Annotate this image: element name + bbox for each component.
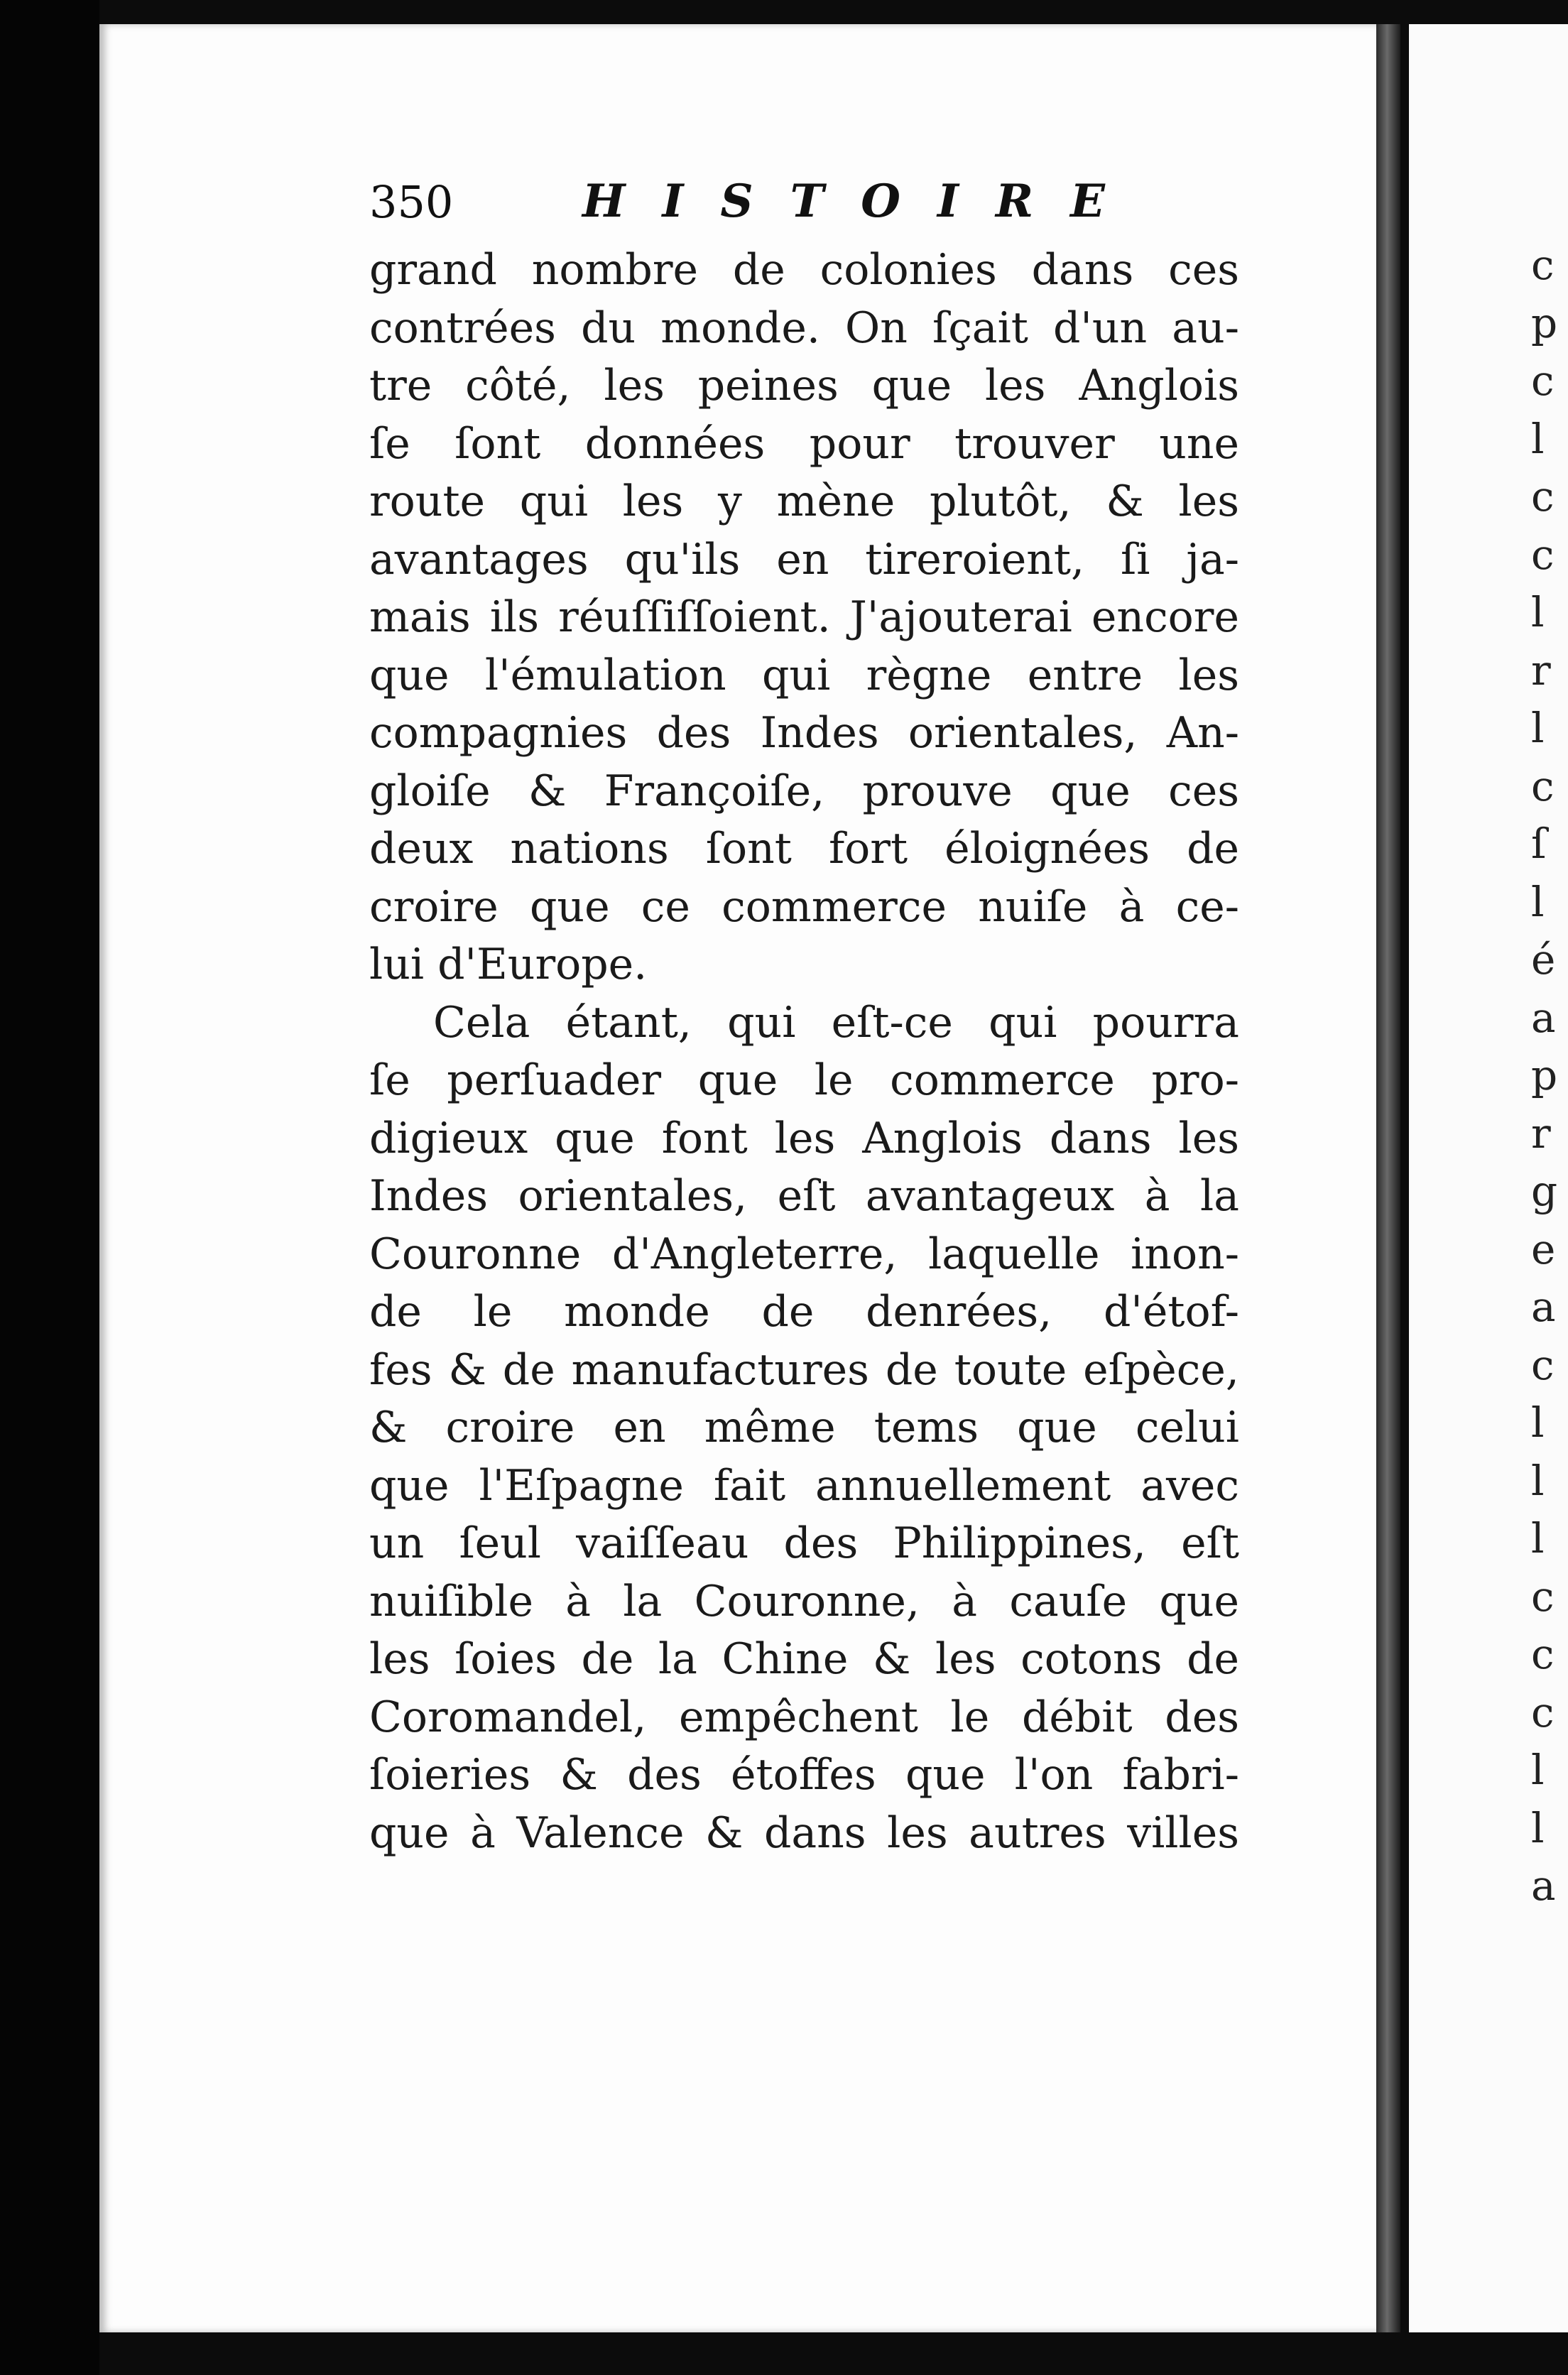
facing-page-letter: c bbox=[1531, 357, 1555, 405]
text-line: ſoieries & des étoffes que l'on fabri- bbox=[369, 1750, 1239, 1800]
facing-page-letter: p bbox=[1531, 1051, 1558, 1099]
text-line: grand nombre de colonies dans ces bbox=[369, 245, 1239, 295]
facing-page-letter: a bbox=[1531, 1283, 1556, 1331]
facing-page-letter: c bbox=[1531, 530, 1555, 579]
facing-page-letter: l bbox=[1531, 1746, 1545, 1794]
facing-page-letter: ſ bbox=[1531, 820, 1547, 868]
text-line: un ſeul vaiſſeau des Philippines, eſt bbox=[369, 1518, 1239, 1568]
facing-page-letter: p bbox=[1531, 298, 1558, 347]
facing-page-letter: l bbox=[1531, 1514, 1545, 1562]
facing-page-letter: c bbox=[1531, 472, 1555, 521]
facing-page-letter: c bbox=[1531, 1572, 1555, 1621]
running-head bbox=[369, 176, 1250, 240]
body-text bbox=[369, 241, 1239, 1862]
text-line: & croire en même tems que celui bbox=[369, 1403, 1239, 1452]
facing-page-letter: a bbox=[1531, 993, 1556, 1042]
book-gutter bbox=[1376, 24, 1400, 2332]
text-line: ſe perſuader que le commerce pro- bbox=[369, 1055, 1239, 1105]
scanner-black-margin bbox=[0, 0, 99, 2375]
facing-page-letter: r bbox=[1531, 646, 1551, 695]
facing-page-letter: l bbox=[1531, 1803, 1545, 1852]
facing-page-letter: l bbox=[1531, 877, 1545, 926]
text-line: contrées du monde. On ſçait d'un au- bbox=[369, 303, 1239, 353]
facing-page-letter: r bbox=[1531, 1109, 1551, 1158]
text-line: Indes orientales, eſt avantageux à la bbox=[369, 1171, 1239, 1221]
text-line: Coromandel, empêchent le débit des bbox=[369, 1692, 1239, 1742]
text-line: que à Valence & dans les autres villes bbox=[369, 1808, 1239, 1858]
facing-page-letter: g bbox=[1531, 1167, 1558, 1215]
facing-page-letter: c bbox=[1531, 1688, 1555, 1737]
text-line: que l'Eſpagne fait annuellement avec bbox=[369, 1460, 1239, 1511]
text-line: compagnies des Indes orientales, An- bbox=[369, 708, 1239, 758]
facing-page-letter: l bbox=[1531, 1456, 1545, 1505]
text-line: avantages qu'ils en tireroient, ſi ja- bbox=[369, 534, 1239, 585]
facing-page-letter: l bbox=[1531, 588, 1545, 636]
text-line: deux nations ſont fort éloignées de bbox=[369, 824, 1239, 874]
facing-page-letter: a bbox=[1531, 1862, 1556, 1910]
text-line: gloiſe & Françoiſe, prouve que ces bbox=[369, 766, 1239, 816]
text-line: lui d'Europe. bbox=[369, 940, 648, 989]
text-line: mais ils réuſſiſſoient. J'ajouterai encore bbox=[369, 592, 1239, 642]
text-line: de le monde de denrées, d'étof- bbox=[369, 1287, 1239, 1337]
text-line: ſe ſont données pour trouver une bbox=[369, 418, 1239, 469]
facing-page-letter: l bbox=[1531, 704, 1545, 752]
facing-page-letter: l bbox=[1531, 414, 1545, 463]
text-line: croire que ce commerce nuiſe à ce- bbox=[369, 881, 1239, 932]
right-page-edge bbox=[1409, 24, 1568, 2332]
facing-page-letter: é bbox=[1531, 935, 1556, 984]
facing-page-letter: l bbox=[1531, 1398, 1545, 1447]
text-line: Couronne d'Angleterre, laquelle inon- bbox=[369, 1229, 1239, 1279]
facing-page-letter: c bbox=[1531, 241, 1555, 289]
text-line: fes & de manufactures de toute eſpèce, bbox=[369, 1344, 1239, 1395]
text-line: nuiſible à la Couronne, à cauſe que bbox=[369, 1576, 1239, 1626]
text-line: Cela étant, qui eſt-ce qui pourra bbox=[433, 997, 1239, 1048]
facing-page-letter: c bbox=[1531, 761, 1555, 810]
facing-page-letter: e bbox=[1531, 1224, 1556, 1273]
facing-page-letter: c bbox=[1531, 1340, 1555, 1389]
text-line: route qui les y mène plutôt, & les bbox=[369, 477, 1239, 526]
page-number: 350 bbox=[369, 176, 454, 228]
text-line: tre côté, les peines que les Anglois bbox=[369, 361, 1239, 411]
text-line: que l'émulation qui règne entre les bbox=[369, 650, 1239, 700]
text-line: les ſoies de la Chine & les cotons de bbox=[369, 1634, 1239, 1684]
facing-page-letter: c bbox=[1531, 1630, 1555, 1678]
running-title: HISTOIRE bbox=[582, 175, 1142, 228]
text-line: digieux que font les Anglois dans les bbox=[369, 1113, 1239, 1163]
